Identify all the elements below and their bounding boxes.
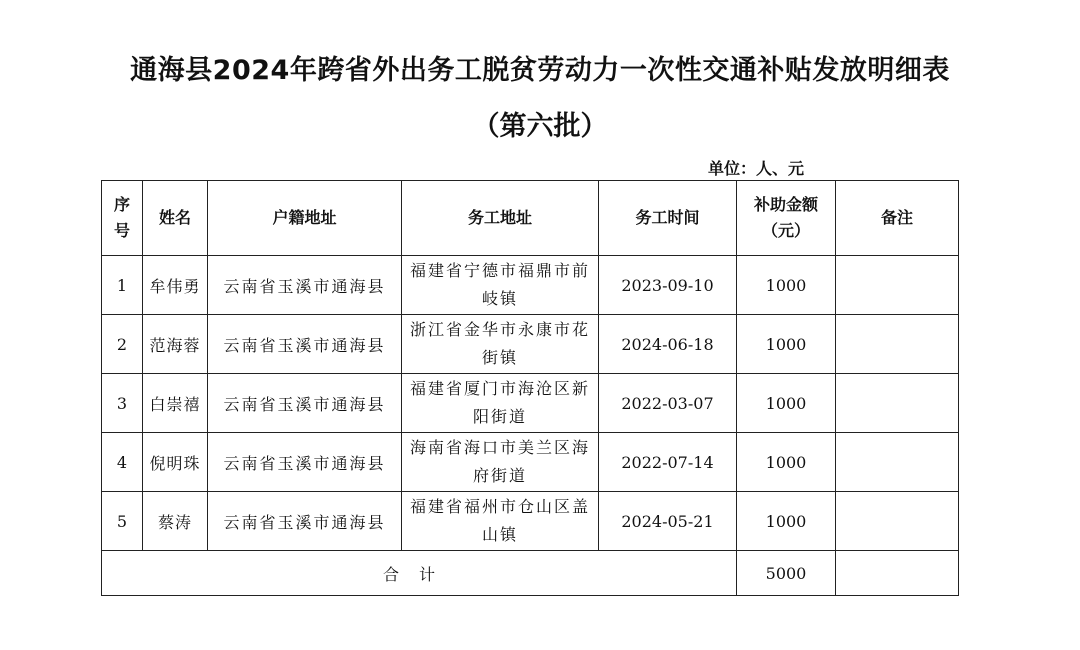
name-cell: 倪明珠	[143, 433, 208, 492]
amount-cell: 1000	[737, 315, 836, 374]
work-address-cell: 福建省宁德市福鼎市前岐镇	[402, 256, 599, 315]
remark-cell	[836, 256, 959, 315]
unit-label: 单位：人、元	[708, 159, 805, 178]
header-name: 姓名	[143, 181, 208, 256]
seq-cell: 5	[102, 492, 143, 551]
total-remark	[836, 551, 959, 596]
total-label: 合计	[102, 551, 737, 596]
name-cell: 牟伟勇	[143, 256, 208, 315]
home-address-cell: 云南省玉溪市通海县	[208, 315, 402, 374]
work-address-cell: 福建省福州市仓山区盖山镇	[402, 492, 599, 551]
work-address-cell: 福建省厦门市海沧区新阳街道	[402, 374, 599, 433]
work-time-cell: 2024-06-18	[599, 315, 737, 374]
seq-cell: 1	[102, 256, 143, 315]
remark-cell	[836, 433, 959, 492]
home-address-cell: 云南省玉溪市通海县	[208, 374, 402, 433]
remark-cell	[836, 492, 959, 551]
header-work-address: 务工地址	[402, 181, 599, 256]
name-cell: 范海蓉	[143, 315, 208, 374]
header-home-address: 户籍地址	[208, 181, 402, 256]
amount-cell: 1000	[737, 492, 836, 551]
total-amount: 5000	[737, 551, 836, 596]
work-address-cell: 浙江省金华市永康市花街镇	[402, 315, 599, 374]
work-time-cell: 2023-09-10	[599, 256, 737, 315]
amount-cell: 1000	[737, 256, 836, 315]
header-seq: 序号	[102, 181, 143, 256]
work-time-cell: 2022-07-14	[599, 433, 737, 492]
amount-cell: 1000	[737, 374, 836, 433]
work-time-cell: 2024-05-21	[599, 492, 737, 551]
subsidy-table	[101, 180, 959, 596]
header-remark: 备注	[836, 181, 959, 256]
table-row	[102, 433, 959, 492]
remark-cell	[836, 374, 959, 433]
document-title: 通海县2024年跨省外出务工脱贫劳动力一次性交通补贴发放明细表	[130, 55, 950, 86]
document-subtitle: （第六批）	[472, 111, 608, 142]
name-cell: 蔡涛	[143, 492, 208, 551]
seq-cell: 4	[102, 433, 143, 492]
header-work-time: 务工时间	[599, 181, 737, 256]
total-row	[102, 551, 959, 596]
remark-cell	[836, 315, 959, 374]
table-row	[102, 315, 959, 374]
name-cell: 白崇禧	[143, 374, 208, 433]
seq-cell: 2	[102, 315, 143, 374]
work-address-cell: 海南省海口市美兰区海府街道	[402, 433, 599, 492]
amount-cell: 1000	[737, 433, 836, 492]
table-header-row	[102, 181, 959, 256]
home-address-cell: 云南省玉溪市通海县	[208, 433, 402, 492]
seq-cell: 3	[102, 374, 143, 433]
table-row	[102, 374, 959, 433]
table-row	[102, 492, 959, 551]
home-address-cell: 云南省玉溪市通海县	[208, 256, 402, 315]
header-subsidy-amount: 补助金额（元）	[737, 181, 836, 256]
work-time-cell: 2022-03-07	[599, 374, 737, 433]
home-address-cell: 云南省玉溪市通海县	[208, 492, 402, 551]
table-row	[102, 256, 959, 315]
